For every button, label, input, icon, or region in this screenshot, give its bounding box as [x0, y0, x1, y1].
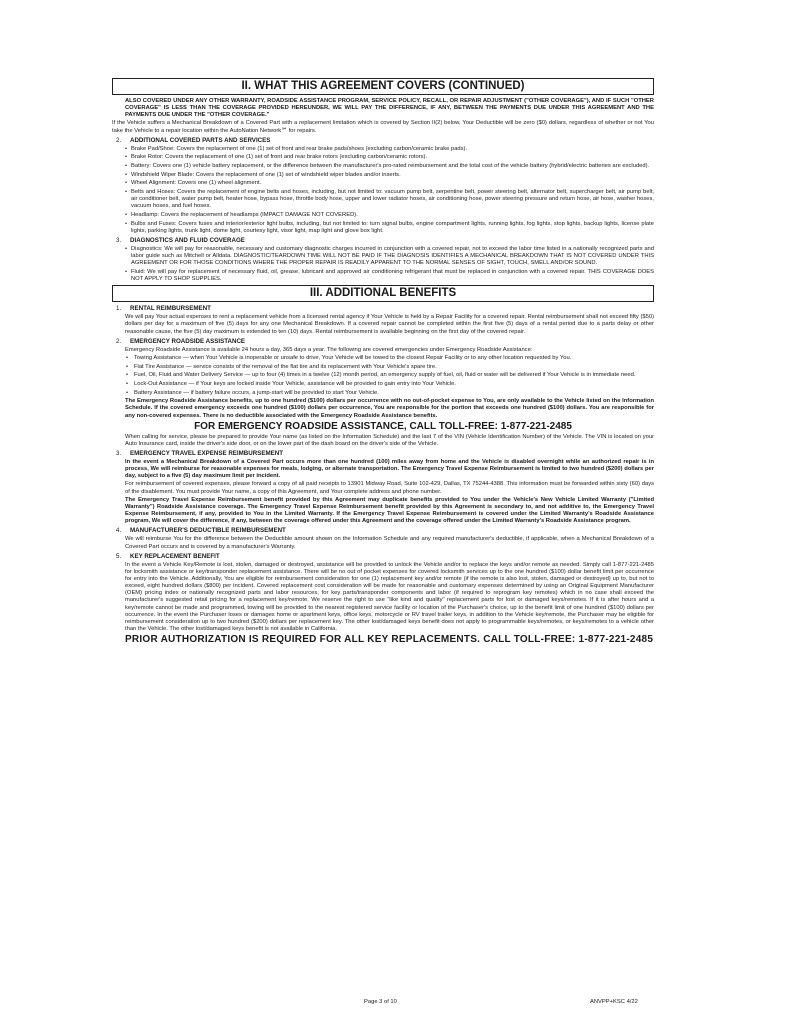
rental-text: We will pay Your actual expenses to rent a replacement vehicle from a licensed rental agency if Your Vehicle is held by a Repair Facility for a covered repair. Rental reimbursement shall not exceed fifty ($50) dollars per day for a maximum of five (5) days for any one Mechanical Breakdown. If a covered repair cannot be completed within the first five (5) days of a rental period due to a parts delay or other reasonable cause, the five (5) day maximum is extended to ten (10) days. Rental reimbursement is available beginning on the first day of the covered repair. [125, 314, 654, 335]
list-item: • Battery Assistance — if battery failure occurs, a jump-start will be provided to start Your Vehicle. [126, 389, 379, 396]
section-header-benefits: III. ADDITIONAL BENEFITS [112, 285, 654, 302]
document-page [112, 78, 654, 646]
subsection-rental: 1. RENTAL REIMBURSEMENT [116, 305, 211, 313]
subsection-diagnostics: 3. DIAGNOSTICS AND FLUID COVERAGE [116, 237, 245, 244]
subsection-additional-parts: 2. ADDITIONAL COVERED PARTS AND SERVICES [116, 136, 271, 144]
deductible-text: We will reimburse You for the difference between the Deductible amount shown on the Information Schedule and any required manufacturer's deductible, if applicable, when a Mechanical Breakdown of a Covered Part occurs and is covered by a manufacturer's Warranty. [125, 536, 654, 550]
roadside-limits: The Emergency Roadside Assistance benefits, up to one hundred ($100) dollars per occurrence with no out-of-pocket expense to You, are only available to the Vehicle listed on the Information Schedule. If the covered emergency exceeds one hundred ($100) dollars per occurrence, You are responsible for the portion that exceeds one hundred ($100) dollars. You are responsible for any non-covered expenses. There is no deductible associated with the Emergency Roadside Assistance benefits. [125, 398, 654, 419]
list-item: • Brake Rotor: Covers the replacement of one (1) set of front and rear brake rotors (excluding carbon/ceramic rotors). [125, 154, 428, 161]
page-number: Page 3 of 10 [364, 999, 397, 1005]
deductible-clause: If the Vehicle suffers a Mechanical Breakdown of a Covered Part with a replacement limitation which is covered by Section II(2) below, Your Deductible will be zero ($0) dollars, regardless of whether or not You take the Vehicle to a repair location within the AutoNation Network℠ for repairs. [112, 120, 654, 134]
other-coverage-clause: ALSO COVERED UNDER ANY OTHER WARRANTY, ROADSIDE ASSISTANCE PROGRAM, SERVICE POLICY, RECALL, OR REPAIR ADJUSTMENT ("OTHER COVERAGE"), AND IF SUCH "OTHER COVERAGE" IS LESS THAN THE COVERAGE PROVIDED HEREUNDER, WE WILL PAY THE DIFFERENCE, IF ANY, BETWEEN THE PAYMENTS DUE UNDER THIS AGREEMENT AND THE PAYMENTS DUE UNDER THE "OTHER COVERAGE." [125, 98, 654, 119]
fluid-item: • Fluid: We will pay for replacement of necessary fluid, oil, grease, lubricant and approved air conditioning refrigerant that must be replaced in conjunction with a covered repair. THIS COVERAGE DOES NOT APPLY TO SHOP SUPPLIES. [125, 268, 654, 283]
list-item: • Bulbs and Fuses: Covers fuses and interior/exterior light bulbs, including, but not limited to: turn signal bulbs, engine compartment lights, running lights, fog lights, stop lights, backup lights, license plate lights, parking lights, trunk light, dome light, courtesy light, visor light, map light and glove box light. [125, 220, 654, 234]
diagnostics-item: • Diagnostics: We will pay for reasonable, necessary and customary diagnostic charges incurred in conjunction with a covered repair, not to exceed the labor time listed in a nationally recognized parts and labor guide such as Mitchell or Alldata. DIAGNOSTIC/TEARDOWN TIME WILL NOT BE PAID IF THE DIAGNOSIS IDENTIFIES A MECHANICAL BREAKDOWN THAT IS NOT COVERED UNDER THIS AGREEMENT OR FOR THOSE CONDITIONS WHERE THE PROPER REPAIR IS READILY APPARENT TO THE NORMAL SENSES OF SIGHT, TOUCH, SMELL AND/OR SOUND. [125, 246, 654, 267]
list-item: • Flat Tire Assistance — service consists of the removal of the flat tire and its replacement with Your Vehicle's spare tire. [126, 363, 437, 370]
travel-text-2: For reimbursement of covered expenses, please forward a copy of all paid receipts to 13901 Midway Road, Suite 102-429, Dallas, TX 75244-4388. This information must be forwarded within sixty (60) days of the disablement. You must provide Your name, a copy of this Agreement, and Your complete address and phone number. [125, 481, 654, 495]
subsection-key: 5. KEY REPLACEMENT BENEFIT [116, 552, 220, 560]
list-item: • Battery: Covers one (1) vehicle battery replacement, or the difference between the manufacturer's pro-rated reimbursement and the total cost of the vehicle battery (hybrid/electric batteries are excluded). [125, 163, 650, 170]
list-item: • Lock-Out Assistance — if Your keys are locked inside Your Vehicle, assistance will be provided to gain entry into Your Vehicle. [126, 380, 456, 387]
subsection-deductible: 4. MANUFACTURER'S DEDUCTIBLE REIMBURSEMENT [116, 527, 286, 535]
subsection-roadside: 2. EMERGENCY ROADSIDE ASSISTANCE [116, 337, 246, 345]
form-code: ANVPP+KSC 4/22 [590, 999, 638, 1005]
list-item: • Brake Pad/Shoe: Covers the replacement of one (1) set of front and rear brake pads/shoes (excluding carbon/ceramic brake pads). [125, 145, 468, 152]
travel-text-3: The Emergency Travel Expense Reimbursement benefit provided by this Agreement may duplicate benefits provided to You under the Vehicle's New Vehicle Limited Warranty ("Limited Warranty") Roadside Assistance coverage. The Emergency Travel Expense Reimbursement benefit provided by this Agreement is secondary to, and not additive to, the Emergency Travel Expense Reimbursement, if any, provided to You in the Limited Warranty. If the Emergency Travel Expense Reimbursement is covered under the Limited Warranty's Roadside Assistance program, We will cover the difference, if any, between the coverage offered under this Agreement and the coverage offered under the Limited Warranty's Roadside Assistance program. [125, 496, 654, 525]
key-phone-callout: PRIOR AUTHORIZATION IS REQUIRED FOR ALL KEY REPLACEMENTS. CALL TOLL-FREE: 1-877-221-2485 [125, 634, 654, 646]
list-item: • Windshield Wiper Blade: Covers the replacement of one (1) set of windshield wiper blades and/or inserts. [125, 171, 401, 178]
section-header-covers: II. WHAT THIS AGREEMENT COVERS (CONTINUED) [112, 78, 654, 95]
list-item: • Wheel Alignment: Covers one (1) wheel alignment. [125, 180, 262, 187]
list-item: • Fuel, Oil, Fluid and Water Delivery Service — up to four (4) times in a twelve (12) month period, an emergency supply of fuel, oil, fluid or water will be delivered if Your Vehicle is in immediate need. [126, 372, 636, 379]
key-text: In the event a Vehicle Key/Remote is lost, stolen, damaged or destroyed, assistance will be provided to unlock the Vehicle and/or to replace the keys and/or remote as needed. Simply call 1-877-221-2485 for locksmith assistance or key/transponder replacement assistance. There will be no out of pocket expenses for covered locksmith services up to the one hundred ($100) dollar benefit limit per occurrence for entry into the Vehicle. Additionally, You are eligible for reimbursement consideration for one (1) replacement key and/or remote (if the remote is also lost, stolen, damaged or destroyed) up to, but not to exceed, eight hundred dollars ($800) per incident. Covered replacement cost consideration will be made for reasonable and customary expenses determined by using an Original Equipment Manufacturer (OEM) pricing index or nationally recognized parts and labor resources, for key parts/transponder components and labor (if required to reprogram key remotes) which in no case shall exceed the manufacturer's suggested retail pricing for a replacement key/remote. We reserve the right to use "like kind and quality" replacement parts for lost or damaged keys/remotes. If it is after hours and a key/remote cannot be made and programmed, towing will be provided to the nearest registered service facility or location of the Purchaser's choice, up to the benefit limit of one hundred ($100) dollars per occurrence. In the event the Purchaser loses or damages home or apartment keys, office keys, motorcycle or RV travel trailer keys, in addition to the Vehicle key/remote, the Purchaser may be eligible for reimbursement consideration up to two hundred ($200) dollars per replacement key. The other lost/damaged keys benefit does not apply to programmable keys/remotes, or keys/remotes to a vehicle other than the Vehicle. The other lost/damaged keys benefit is not available in California. [125, 561, 654, 633]
list-item: • Towing Assistance — when Your Vehicle is inoperable or unsafe to drive, Your Vehicle will be towed to the closest Repair Facility or to any other location requested by You. [126, 354, 572, 361]
roadside-service-info: When calling for service, please be prepared to provide Your name (as listed on the Information Schedule) and the last 7 of the VIN (Vehicle Identification Number) of the Vehicle. The VIN is located on your Auto Insurance card, inside the driver's side door, or on the lower part of the dash board on the driver's side of the Vehicle. [125, 433, 654, 447]
travel-text-1: In the event a Mechanical Breakdown of a Covered Part occurs more than one hundred (100) miles away from home and the Vehicle is disabled overnight while an authorized repair is in process, We will reimburse for reasonable expenses for meals, lodging, or alternate transportation. The Emergency Travel Expense Reimbursement is limited to two hundred ($200) dollars per day, subject to a five (5) day maximum limit per incident. [125, 458, 654, 480]
roadside-phone-callout: FOR EMERGENCY ROADSIDE ASSISTANCE, CALL TOLL-FREE: 1-877-221-2485 [194, 420, 572, 432]
subsection-travel: 3. EMERGENCY TRAVEL EXPENSE REIMBURSEMENT [116, 449, 283, 457]
list-item: • Belts and Hoses: Covers the replacement of engine belts and hoses, including, but not limited to: vacuum pump belt, serpentine belt, power steering belt, alternator belt, supercharger belt, air pump belt, air conditioner belt, water pump belt, heater hose, bypass hose, throttle body hose, upper and lower radiator hoses, air conditioning hose, power steering pressure and return hose, air hose, washer hoses, vacuum hoses, and fuel hoses. [125, 189, 654, 210]
roadside-intro: Emergency Roadside Assistance is available 24 hours a day, 365 days a year. The following are covered emergencies under Emergency Roadside Assistance: [125, 346, 533, 353]
list-item: • Headlamp: Covers the replacement of headlamps (IMPACT DAMAGE NOT COVERED). [125, 212, 358, 219]
